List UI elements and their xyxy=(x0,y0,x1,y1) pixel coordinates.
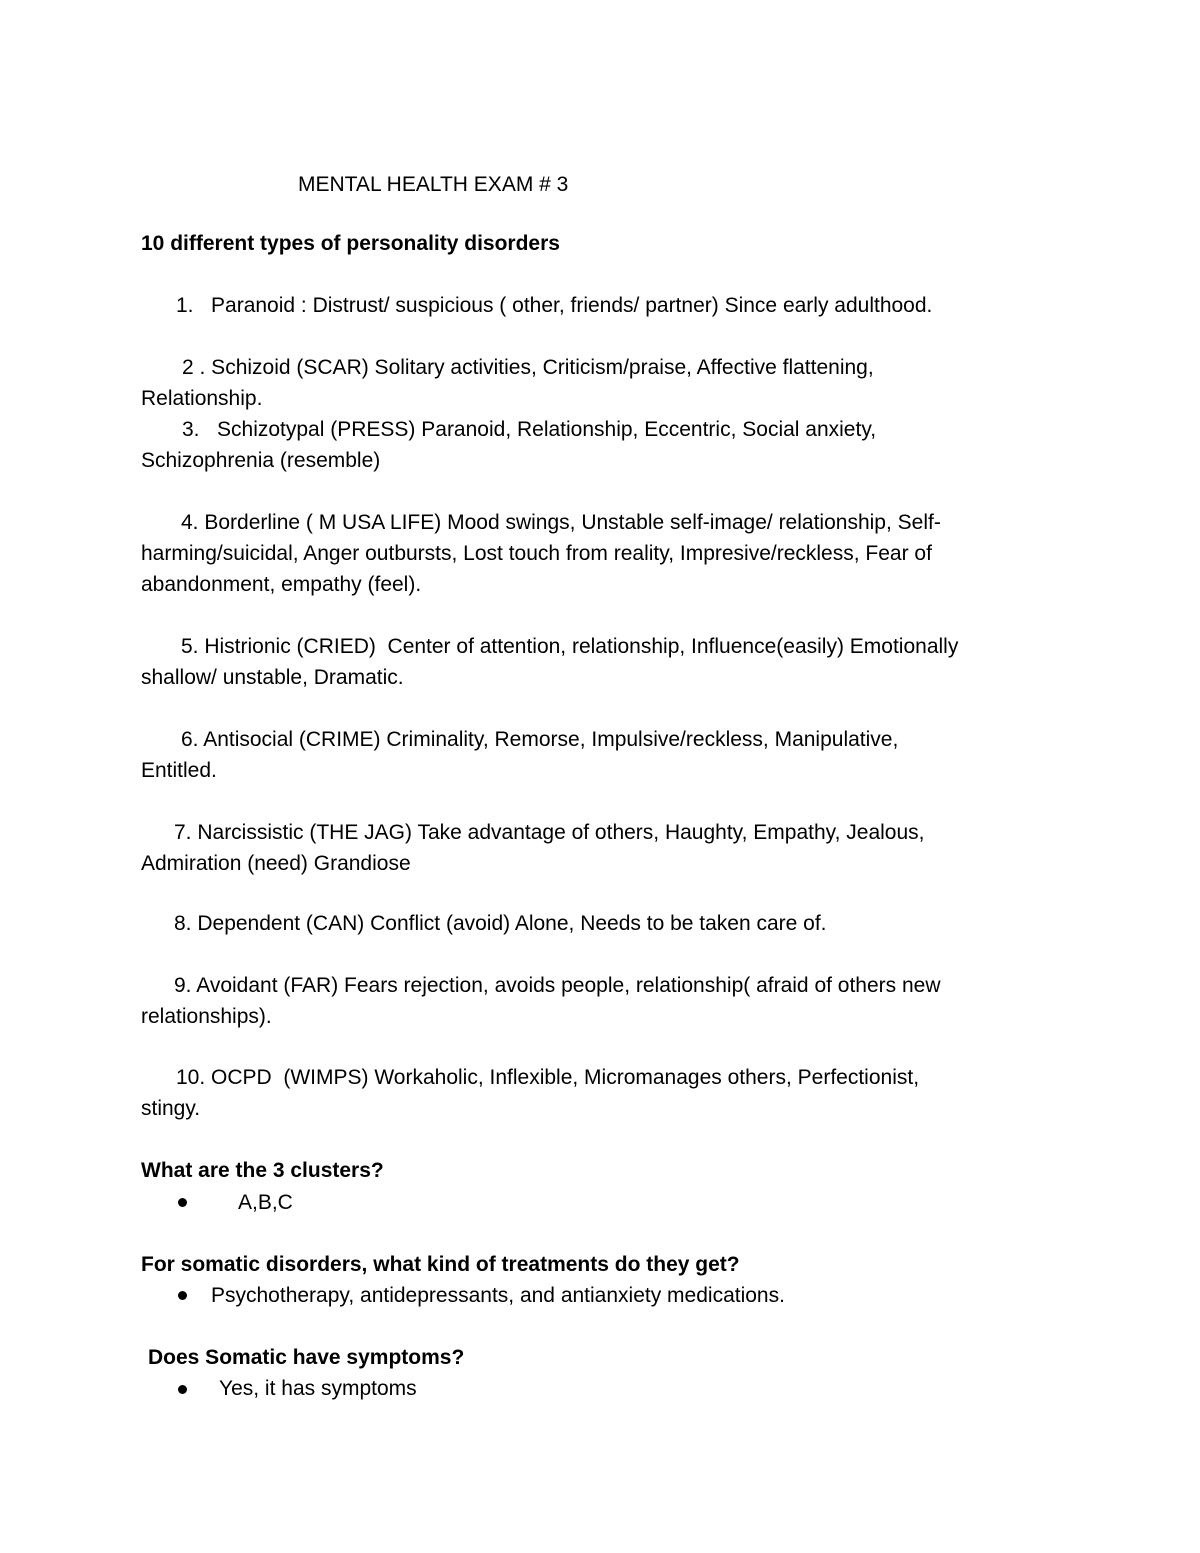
disorder-10-line-1: 10. OCPD (WIMPS) Workaholic, Inflexible, Micromanages others, Perfectionist, xyxy=(176,1066,920,1089)
disorder-1-line-1: 1. Paranoid : Distrust/ suspicious ( other, friends/ partner) Since early adulthood. xyxy=(176,294,933,317)
answer-somatic-symptoms: Yes, it has symptoms xyxy=(219,1377,417,1400)
disorder-4-line-2: harming/suicidal, Anger outbursts, Lost touch from reality, Impresive/reckless, Fear of xyxy=(141,542,932,565)
answer-clusters: A,B,C xyxy=(238,1191,293,1214)
disorder-7-line-1: 7. Narcissistic (THE JAG) Take advantage of others, Haughty, Empathy, Jealous, xyxy=(174,821,925,844)
section-heading: 10 different types of personality disorders xyxy=(141,232,560,255)
bullet-icon xyxy=(178,1385,187,1394)
disorder-6-line-2: Entitled. xyxy=(141,759,217,782)
disorder-2-line-1: 2 . Schizoid (SCAR) Solitary activities, Criticism/praise, Affective flattening, xyxy=(182,356,874,379)
disorder-10-line-2: stingy. xyxy=(141,1097,201,1120)
question-somatic-treatments: For somatic disorders, what kind of treatments do they get? xyxy=(141,1253,740,1276)
disorder-9-line-1: 9. Avoidant (FAR) Fears rejection, avoids people, relationship( afraid of others new xyxy=(174,974,941,997)
disorder-9-line-2: relationships). xyxy=(141,1005,272,1028)
bullet-icon xyxy=(178,1198,187,1207)
disorder-7-line-2: Admiration (need) Grandiose xyxy=(141,852,411,875)
disorder-4-line-1: 4. Borderline ( M USA LIFE) Mood swings, Unstable self-image/ relationship, Self- xyxy=(181,511,941,534)
disorder-4-line-3: abandonment, empathy (feel). xyxy=(141,573,422,596)
disorder-5-line-1: 5. Histrionic (CRIED) Center of attention, relationship, Influence(easily) Emotionally xyxy=(181,635,959,658)
document-title: MENTAL HEALTH EXAM # 3 xyxy=(298,173,569,196)
question-somatic-symptoms: Does Somatic have symptoms? xyxy=(148,1346,465,1369)
answer-somatic-treatments: Psychotherapy, antidepressants, and antianxiety medications. xyxy=(211,1284,785,1307)
disorder-3-line-1: 3. Schizotypal (PRESS) Paranoid, Relationship, Eccentric, Social anxiety, xyxy=(182,418,877,441)
disorder-6-line-1: 6. Antisocial (CRIME) Criminality, Remorse, Impulsive/reckless, Manipulative, xyxy=(181,728,899,751)
disorder-5-line-2: shallow/ unstable, Dramatic. xyxy=(141,666,404,689)
disorder-2-line-2: Relationship. xyxy=(141,387,263,410)
bullet-icon xyxy=(178,1291,187,1300)
question-clusters: What are the 3 clusters? xyxy=(141,1159,384,1182)
disorder-3-line-2: Schizophrenia (resemble) xyxy=(141,449,381,472)
disorder-8-line-1: 8. Dependent (CAN) Conflict (avoid) Alone, Needs to be taken care of. xyxy=(174,912,827,935)
